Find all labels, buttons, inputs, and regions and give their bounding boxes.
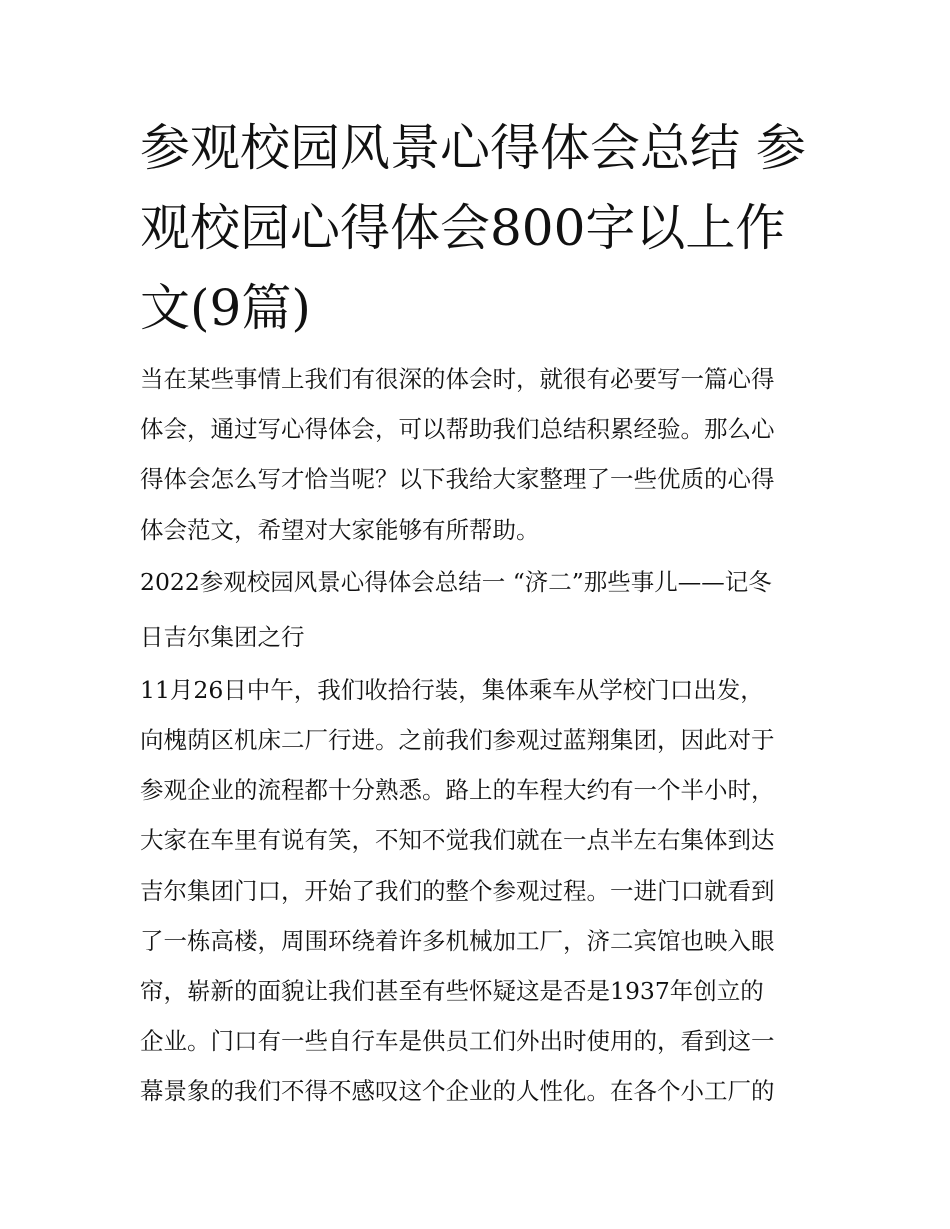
title-line: 观校园心得体会800字以上作 [140,199,786,257]
paragraph-line: 帘，崭新的面貌让我们甚至有些怀疑这是否是1937年创立的 [140,976,764,1005]
section-heading-line: 日吉尔集团之行 [140,622,305,651]
paragraph-line: 向槐荫区机床二厂行进。之前我们参观过蓝翔集团，因此对于 [140,725,775,754]
body-paragraph [140,665,820,1117]
section-heading-line: 2022参观校园风景心得体会总结一 “济二”那些事儿——记冬 [140,567,772,596]
intro-line: 得体会怎么写才恰当呢？以下我给大家整理了一些优质的心得 [140,465,775,494]
document-body [140,354,820,1116]
document-title [140,108,815,348]
paragraph-line: 企业。门口有一些自行车是供员工们外出时使用的，看到这一 [140,1027,775,1056]
paragraph-line: 了一栋高楼，周围环绕着许多机械加工厂，济二宾馆也映入眼 [140,926,775,955]
paragraph-line: 11月26日中午，我们收拾行装，集体乘车从学校门口出发， [140,675,764,704]
title-line: 参观校园风景心得体会总结 参 [140,119,806,177]
paragraph-line: 大家在车里有说有笑，不知不觉我们就在一点半左右集体到达 [140,826,775,855]
paragraph-line: 参观企业的流程都十分熟悉。路上的车程大约有一个半小时， [140,776,775,805]
intro-line: 当在某些事情上我们有很深的体会时，就很有必要写一篇心得 [140,365,775,393]
intro-line: 体会范文，希望对大家能够有所帮助。 [140,515,540,544]
title-line: 文(9篇) [140,279,311,337]
paragraph-line: 幕景象的我们不得不感叹这个企业的人性化。在各个小工厂的 [140,1077,775,1106]
intro-paragraph [140,354,820,555]
section-heading [140,555,820,665]
intro-line: 体会，通过写心得体会，可以帮助我们总结积累经验。那么心 [140,415,775,444]
paragraph-line: 吉尔集团门口，开始了我们的整个参观过程。一进门口就看到 [140,876,775,905]
